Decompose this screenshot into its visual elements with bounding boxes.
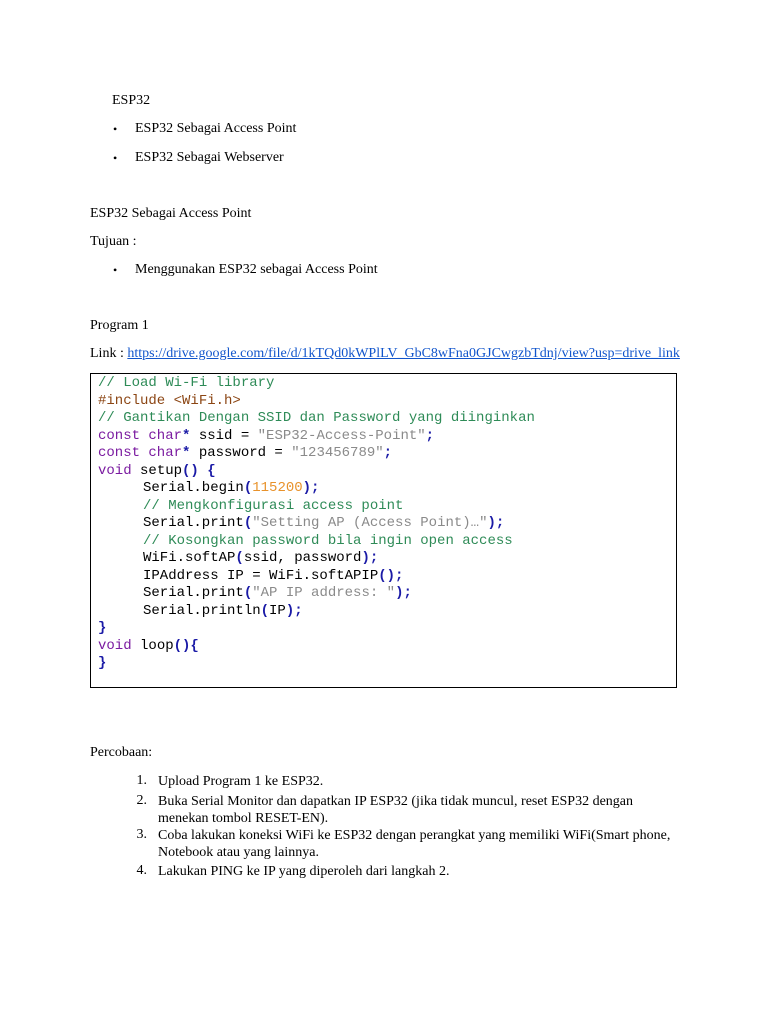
- code-line: Serial.begin(115200);: [143, 480, 320, 496]
- bullet-dot: •: [113, 122, 118, 136]
- step-number: 2.: [136, 793, 147, 808]
- step-number: 1.: [136, 773, 147, 788]
- link-line: [90, 346, 680, 362]
- code-line: void setup() {: [98, 462, 216, 479]
- code-line: // Load Wi-Fi library: [98, 375, 275, 391]
- code-line: #include <WiFi.h>: [98, 392, 241, 409]
- code-line: }: [98, 655, 107, 671]
- step-text: Buka Serial Monitor dan dapatkan IP ESP32 (jika tidak muncul, reset ESP32 dengan menekan tombol RESET-EN).: [158, 794, 634, 826]
- code-line: Serial.println(IP);: [143, 602, 303, 619]
- step-text: Lakukan PING ke IP yang diperoleh dari langkah 2.: [158, 864, 450, 879]
- section-item: ESP32 Sebagai Webserver: [135, 150, 284, 165]
- tujuan-item: Menggunakan ESP32 sebagai Access Point: [135, 262, 378, 277]
- link-label: Link :: [90, 346, 128, 361]
- code-line: const char* password = "123456789";: [98, 445, 393, 461]
- code-block: [90, 373, 677, 688]
- step-text: Coba lakukan koneksi WiFi ke ESP32 dengan perangkat yang memiliki WiFi(Smart phone, Notebook atau yang lainnya.: [158, 828, 671, 860]
- program-label: Program 1: [90, 318, 149, 333]
- code-line: void loop(){: [98, 637, 199, 654]
- code-line: WiFi.softAP(ssid, password);: [143, 550, 379, 566]
- tujuan-label: Tujuan :: [90, 234, 137, 249]
- subsection-title: ESP32 Sebagai Access Point: [90, 206, 252, 221]
- code-line: // Kosongkan password bila ingin open access: [143, 532, 513, 549]
- code-line: Serial.print("AP IP address: ");: [143, 585, 412, 601]
- section-title: ESP32: [112, 93, 151, 108]
- step-text: Upload Program 1 ke ESP32.: [158, 774, 324, 789]
- drive-link[interactable]: https://drive.google.com/file/d/1kTQd0kWPlLV_GbC8wFna0GJCwgzbTdnj/view?usp=drive_link: [127, 346, 680, 361]
- section-item: ESP32 Sebagai Access Point: [135, 121, 297, 136]
- code-line: // Gantikan Dengan SSID dan Password yang diinginkan: [98, 410, 535, 426]
- bullet-dot: •: [113, 263, 118, 277]
- code-line: IPAddress IP = WiFi.softAPIP();: [143, 567, 404, 584]
- bullet-dot: •: [113, 151, 118, 165]
- percobaan-label: Percobaan:: [90, 745, 153, 760]
- code-line: }: [98, 620, 107, 636]
- code-line: const char* ssid = "ESP32-Access-Point";: [98, 427, 435, 444]
- code-line: // Mengkonfigurasi access point: [143, 497, 404, 514]
- step-number: 4.: [136, 863, 147, 878]
- code-line: Serial.print("Setting AP (Access Point)…");: [143, 515, 505, 531]
- step-number: 3.: [136, 827, 147, 842]
